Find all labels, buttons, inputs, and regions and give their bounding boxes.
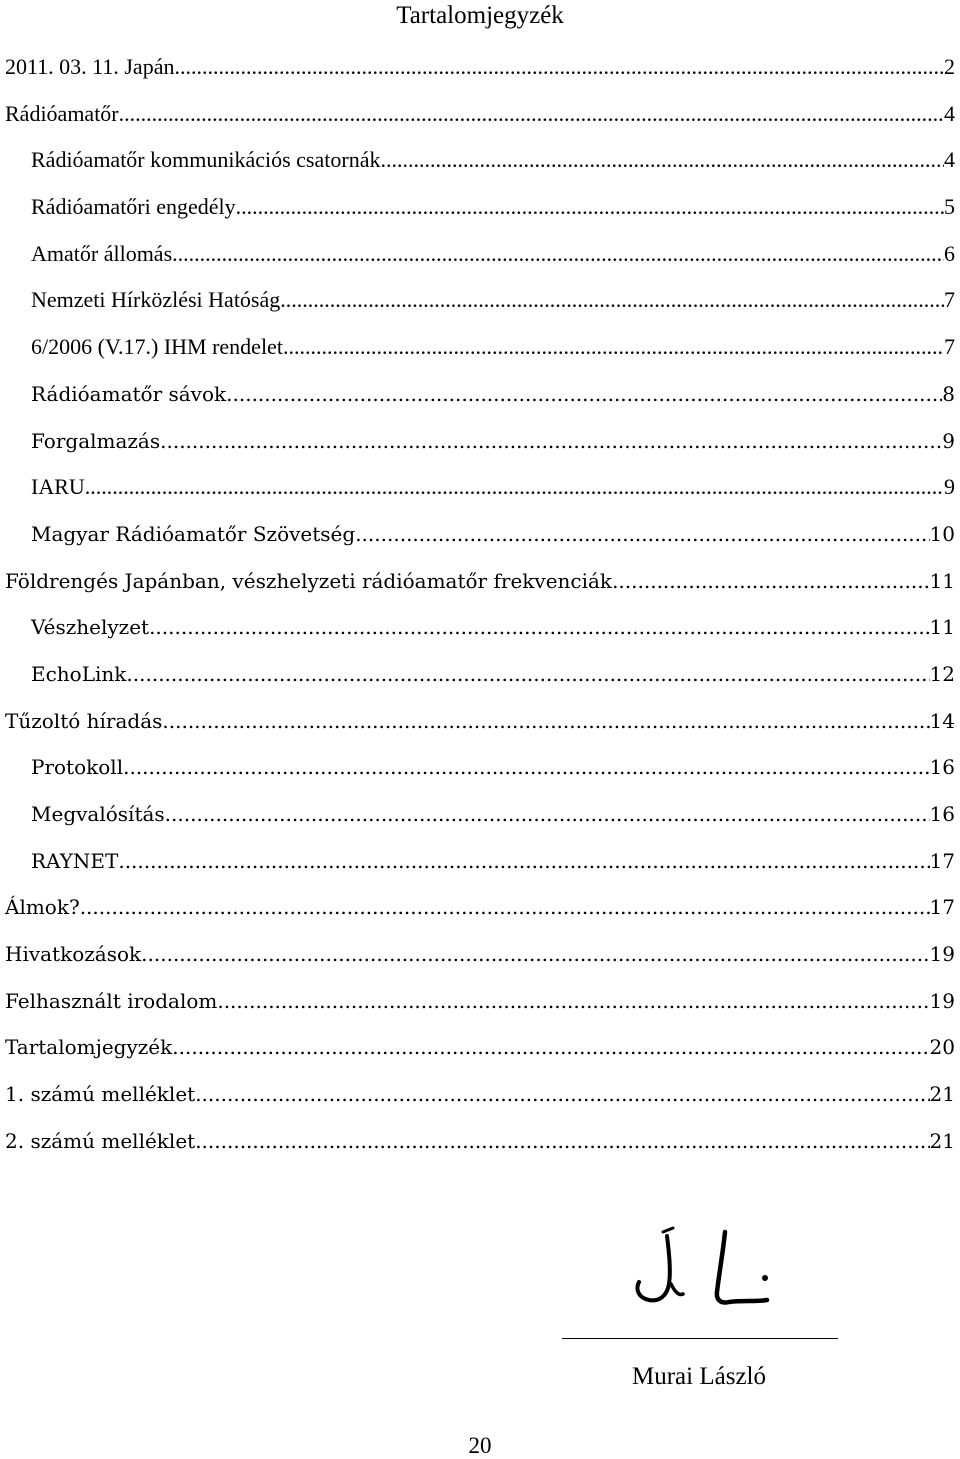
toc-entry-label: IARU — [31, 474, 85, 500]
toc-entry-label: 6/2006 (V.17.) IHM rendelet — [31, 334, 283, 360]
page-title: Tartalomjegyzék — [396, 2, 564, 29]
toc-entry[interactable] — [5, 464, 955, 511]
toc-leader-dots — [355, 511, 929, 558]
toc-entry-page: 21 — [929, 1082, 955, 1107]
toc-leader-dots — [172, 1024, 929, 1071]
toc-entry-label: Protokoll — [31, 755, 124, 780]
toc-entry-label: Rádióamatőr sávok — [31, 381, 227, 406]
toc-entry[interactable] — [5, 511, 955, 558]
toc-leader-dots — [149, 604, 929, 651]
toc-entry-label: Tűzoltó híradás — [5, 708, 163, 733]
page-number: 20 — [468, 1433, 492, 1458]
signature-line — [562, 1338, 838, 1339]
toc-entry-page: 4 — [944, 100, 955, 126]
toc-leader-dots — [195, 1118, 929, 1165]
toc-entry[interactable] — [5, 277, 955, 324]
toc-leader-dots — [380, 137, 944, 184]
toc-leader-dots — [160, 418, 942, 465]
toc-entry[interactable] — [5, 324, 955, 371]
toc-leader-dots — [118, 838, 929, 885]
toc-entry[interactable] — [5, 231, 955, 278]
toc-entry-page: 9 — [942, 428, 955, 453]
toc-leader-dots — [80, 884, 930, 931]
table-of-contents — [5, 44, 955, 1165]
toc-entry-label: 2011. 03. 11. Japán — [5, 54, 175, 79]
toc-entry-label: Rádióamatőr — [5, 100, 119, 126]
toc-entry-label: Felhasznált irodalom — [5, 988, 218, 1013]
toc-entry[interactable] — [5, 371, 955, 418]
toc-entry-page: 7 — [944, 334, 955, 360]
toc-entry[interactable] — [5, 1118, 955, 1165]
toc-leader-dots — [126, 651, 929, 698]
toc-leader-dots — [195, 1071, 929, 1118]
toc-entry-label: RAYNET — [31, 848, 119, 873]
toc-entry-label: Megvalósítás — [31, 802, 165, 826]
toc-entry-page: 20 — [929, 1035, 955, 1060]
toc-entry-page: 10 — [929, 521, 955, 546]
toc-entry-label: Magyar Rádióamatőr Szövetség — [31, 521, 356, 546]
toc-entry-page: 2 — [944, 54, 955, 79]
toc-entry-page: 19 — [929, 988, 955, 1013]
toc-entry-page: 11 — [929, 615, 955, 640]
toc-entry[interactable] — [5, 558, 955, 605]
toc-entry[interactable] — [5, 604, 955, 651]
toc-leader-dots — [162, 698, 929, 745]
toc-entry[interactable] — [5, 91, 955, 138]
toc-entry[interactable] — [5, 1071, 955, 1118]
signer-name: Murai László — [632, 1363, 766, 1390]
toc-entry-page: 17 — [929, 848, 955, 873]
toc-entry-label: Rádióamatőri engedély — [31, 194, 236, 220]
toc-entry[interactable] — [5, 1024, 955, 1071]
toc-entry-label: Vészhelyzet — [31, 615, 150, 640]
toc-leader-dots — [280, 277, 944, 324]
toc-entry-page: 21 — [929, 1128, 955, 1153]
toc-leader-dots — [283, 324, 944, 371]
toc-entry-label: 1. számú melléklet — [5, 1082, 196, 1107]
toc-entry[interactable] — [5, 44, 955, 91]
toc-entry-page: 11 — [929, 568, 955, 593]
toc-entry-label: Hivatkozások — [5, 942, 142, 967]
toc-leader-dots — [236, 184, 944, 231]
toc-leader-dots — [165, 791, 930, 838]
toc-entry-page: 16 — [929, 755, 955, 780]
toc-entry-label: Tartalomjegyzék — [5, 1035, 173, 1060]
toc-leader-dots — [119, 91, 944, 138]
toc-entry-label: EchoLink — [31, 661, 127, 686]
toc-entry-page: 17 — [929, 895, 955, 920]
toc-entry[interactable] — [5, 978, 955, 1025]
toc-leader-dots — [226, 371, 942, 418]
toc-entry-label: Rádióamatőr kommunikációs csatornák — [31, 147, 381, 173]
toc-entry-page: 6 — [944, 240, 955, 266]
toc-entry[interactable] — [5, 744, 955, 791]
toc-entry[interactable] — [5, 884, 955, 931]
toc-leader-dots — [141, 931, 929, 978]
toc-entry-page: 14 — [929, 708, 955, 733]
toc-entry-page: 7 — [944, 287, 955, 313]
toc-entry[interactable] — [5, 791, 955, 838]
toc-entry[interactable] — [5, 137, 955, 184]
toc-entry-label: Álmok? — [5, 895, 80, 920]
toc-leader-dots — [85, 464, 944, 511]
toc-entry-page: 8 — [942, 381, 955, 406]
toc-leader-dots — [174, 44, 944, 91]
toc-entry[interactable] — [5, 698, 955, 745]
toc-entry-label: Amatőr állomás — [31, 240, 173, 266]
toc-entry-label: 2. számú melléklet — [5, 1128, 196, 1153]
toc-entry-page: 12 — [929, 661, 955, 686]
toc-entry-label: Nemzeti Hírközlési Hatóság — [31, 287, 281, 313]
toc-entry-page: 9 — [944, 474, 955, 500]
toc-entry-page: 4 — [944, 147, 955, 173]
toc-entry-label: Forgalmazás — [31, 428, 161, 453]
toc-entry-label: Földrengés Japánban, vészhelyzeti rádióamatőr frekvenciák — [5, 568, 613, 593]
toc-entry-page: 19 — [929, 942, 955, 967]
toc-entry[interactable] — [5, 184, 955, 231]
toc-leader-dots — [217, 978, 929, 1025]
toc-entry-page: 5 — [944, 194, 955, 220]
toc-entry[interactable] — [5, 931, 955, 978]
toc-entry-page: 16 — [929, 802, 955, 826]
handwritten-signature — [625, 1222, 785, 1322]
toc-entry[interactable] — [5, 418, 955, 465]
toc-entry[interactable] — [5, 651, 955, 698]
toc-leader-dots — [172, 231, 944, 278]
toc-leader-dots — [123, 744, 929, 791]
toc-leader-dots — [612, 558, 929, 605]
toc-entry[interactable] — [5, 838, 955, 885]
